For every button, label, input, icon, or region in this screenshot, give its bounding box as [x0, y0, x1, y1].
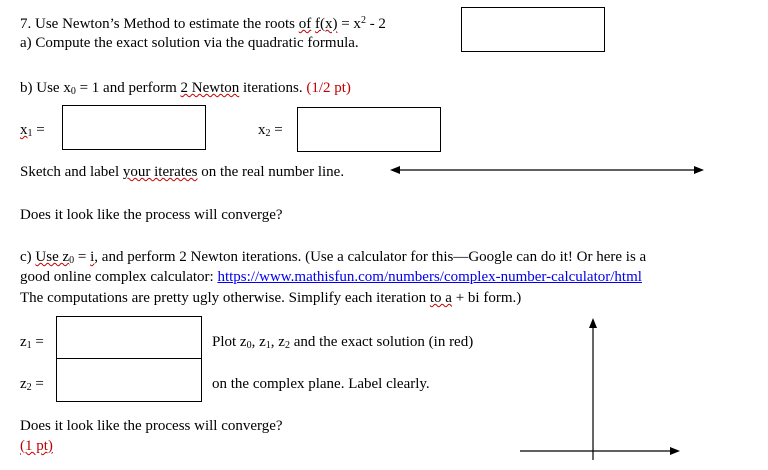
- part-c-line3: The computations are pretty ugly otherwise. Simplify each iteration to a + bi form.): [20, 290, 522, 306]
- complex-plane-instruction: on the complex plane. Label clearly.: [212, 376, 430, 392]
- converge-question-b: Does it look like the process will converge?: [20, 207, 283, 223]
- plot-instruction: Plot $z_0$, $z_1$, $z_2$ and the exact solution (in red): [212, 334, 474, 351]
- x2-label: $x_2$ =: [258, 122, 283, 139]
- part-a-text: a) Compute the exact solution via the quadratic formula.: [20, 35, 359, 51]
- converge-question-c: Does it look like the process will converge?: [20, 418, 283, 434]
- part-c-line2: good online complex calculator: https://www.mathisfun.com/numbers/complex-number-calculator/html: [20, 269, 642, 285]
- x1-label: $x_1$ =: [20, 122, 45, 139]
- z2-label: $z_2$ =: [20, 376, 44, 393]
- part-b-text: b) Use $x_0 = 1$ and perform 2 Newton iterations. (1/2 pt): [20, 80, 351, 97]
- sketch-instruction: Sketch and label your iterates on the real number line.: [20, 164, 345, 180]
- complex-plane-axes[interactable]: [520, 318, 680, 460]
- z1-label: $z_1$ =: [20, 334, 44, 351]
- points-label-c: (1 pt): [20, 438, 53, 454]
- calculator-link[interactable]: https://www.mathisfun.com/numbers/complex-number-calculator/html: [217, 269, 642, 285]
- part-c-line1: c) Use $z_0 = i$, and perform 2 Newton iterations. (Use a calculator for this—Google can do it! Or here is a: [20, 249, 647, 266]
- problem-heading: 7. Use Newton’s Method to estimate the roots of $f(x) = x^2 - 2$: [20, 15, 386, 32]
- real-number-line: [390, 166, 704, 174]
- points-label: (1/2 pt): [306, 80, 351, 96]
